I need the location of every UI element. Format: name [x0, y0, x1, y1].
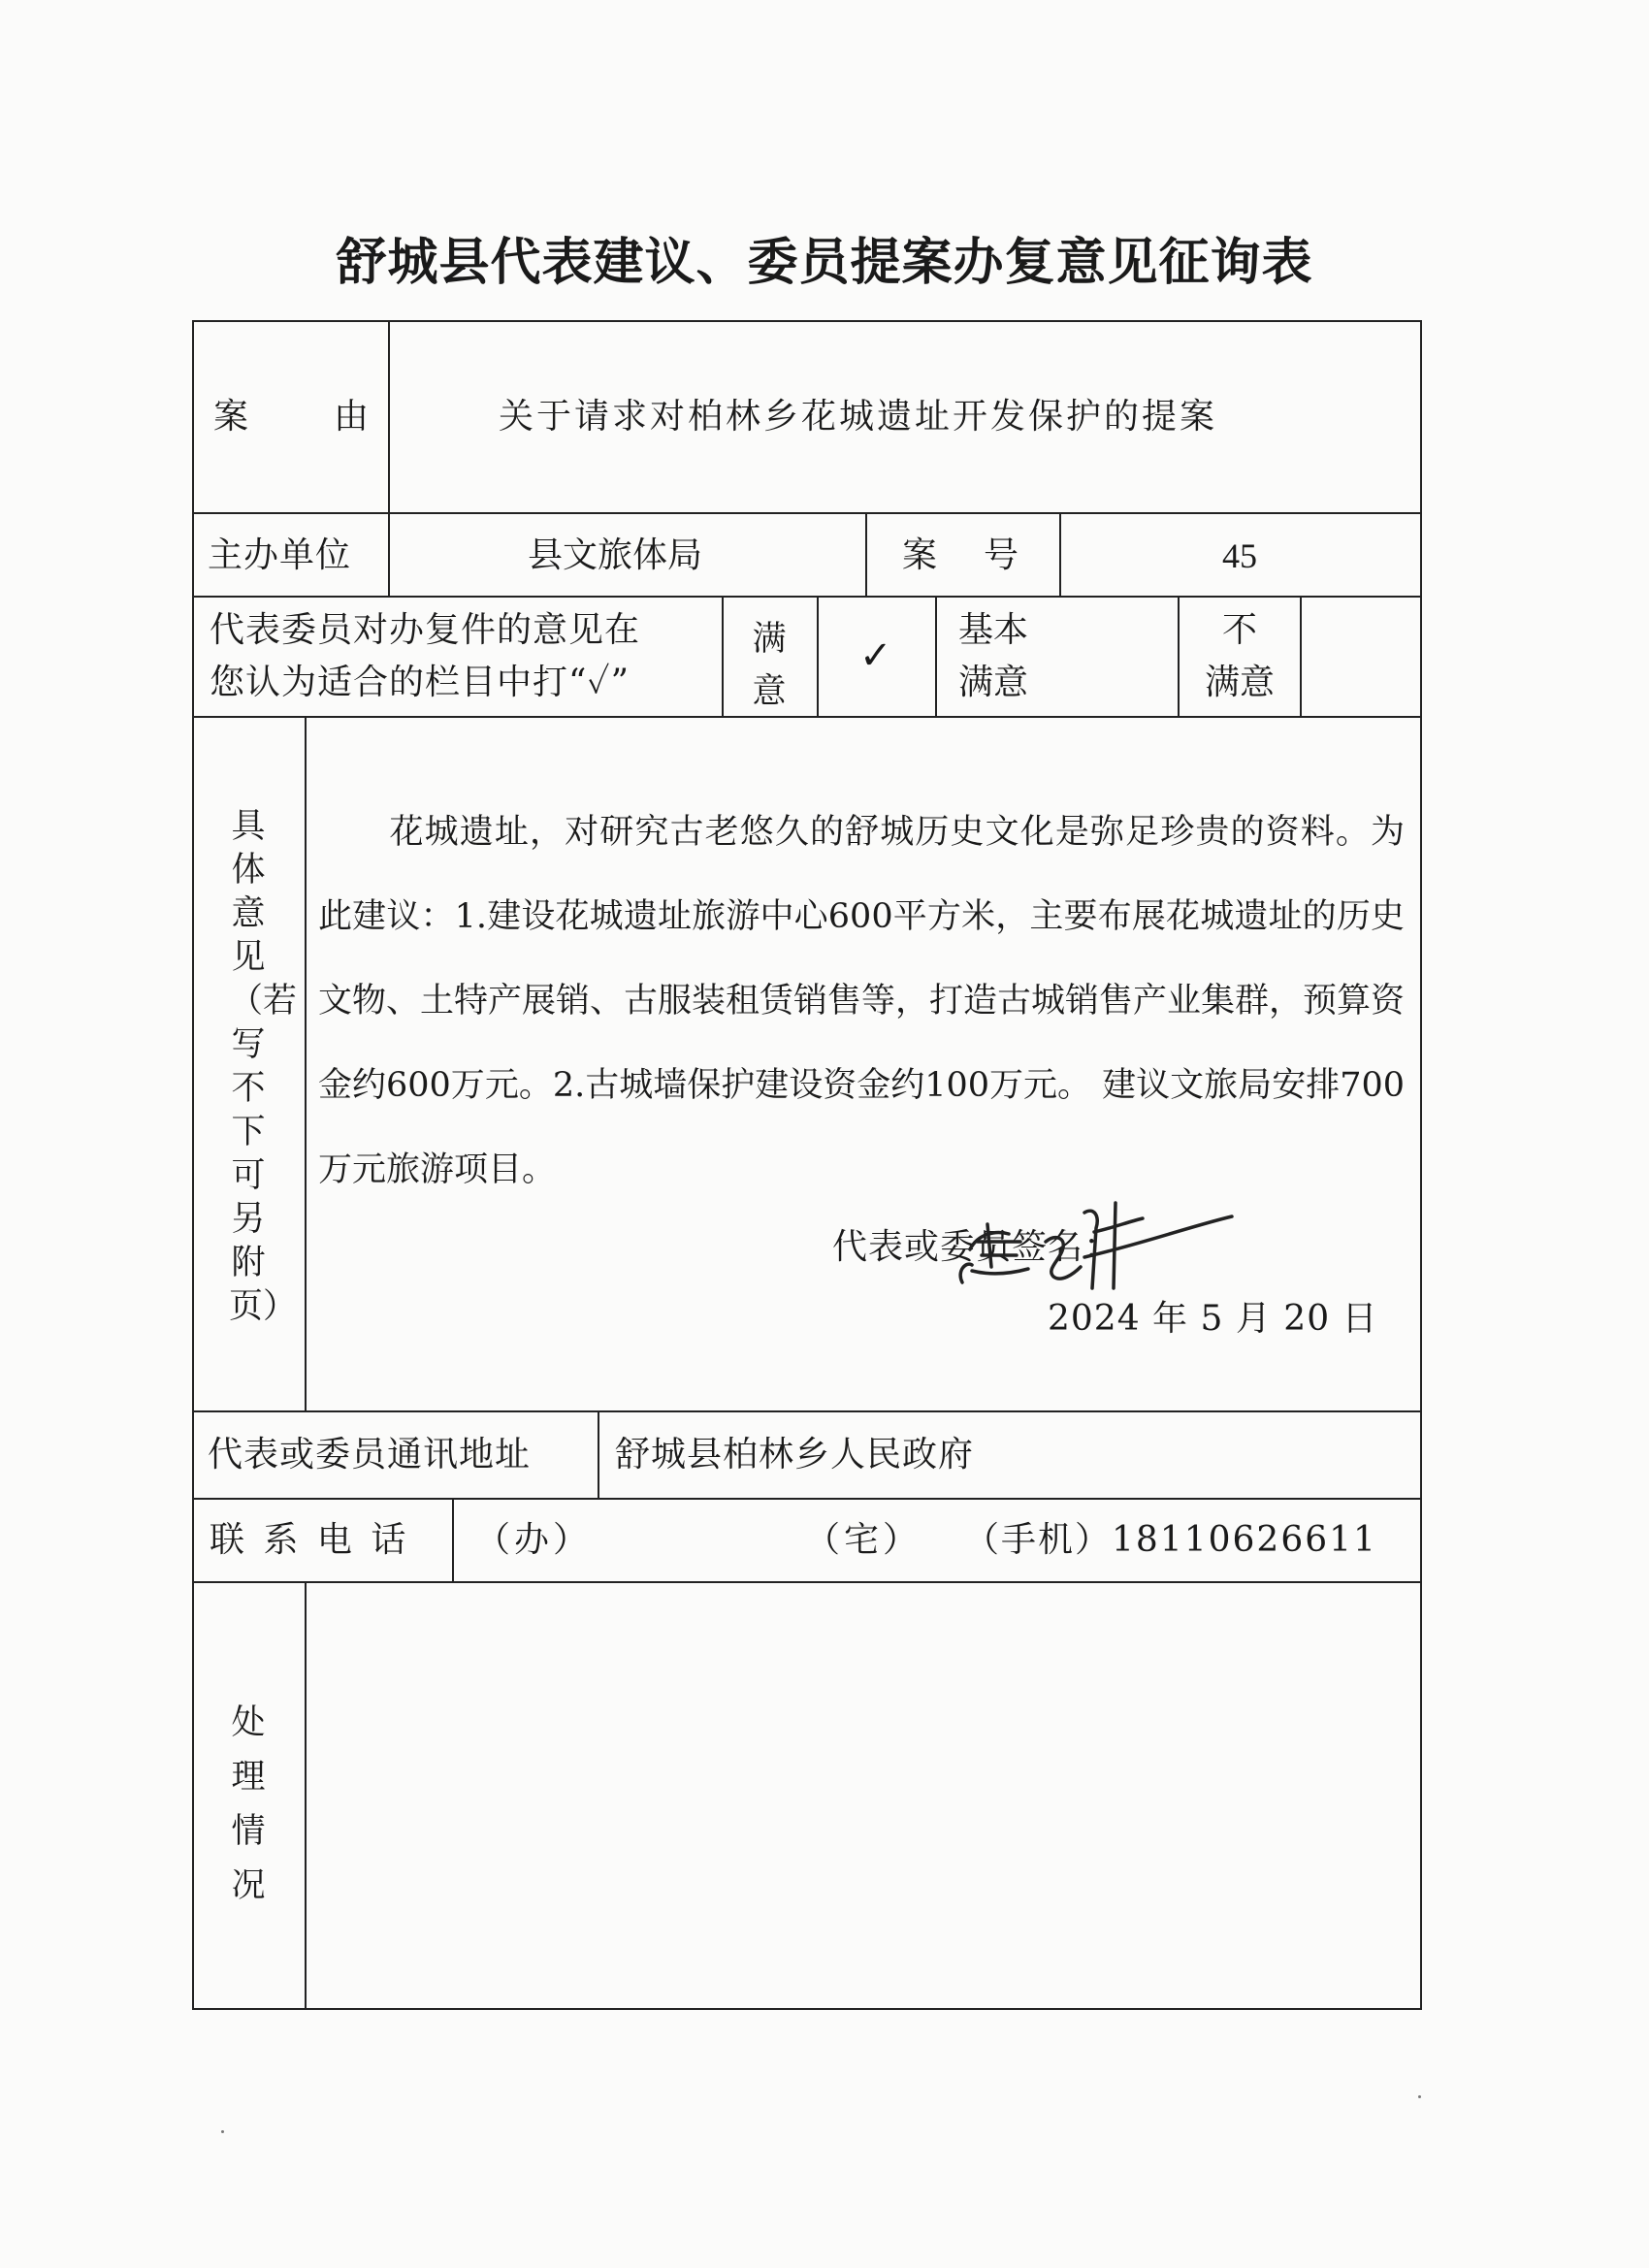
col-divider	[1059, 512, 1061, 596]
table-border-right	[1420, 320, 1422, 2010]
row-divider	[192, 596, 1422, 598]
col-divider	[1178, 596, 1180, 716]
col-divider	[452, 1498, 454, 1581]
row-divider	[192, 1410, 1422, 1412]
scan-speck	[221, 2130, 224, 2133]
col-divider	[598, 1410, 599, 1498]
consultation-form-table	[192, 320, 1422, 2010]
lead-unit-label: 主办单位	[208, 535, 352, 575]
phone-home: （宅）	[805, 1520, 922, 1560]
col-divider	[935, 596, 937, 716]
address-value: 舒城县柏林乡人民政府	[615, 1435, 975, 1474]
table-border-top	[192, 320, 1422, 322]
case-number-label: 案号	[902, 535, 1018, 575]
handwritten-signature	[949, 1174, 1240, 1319]
basic-satisfied-label-line1: 基本	[958, 610, 1029, 650]
row-divider	[192, 1498, 1422, 1500]
col-divider	[388, 320, 390, 596]
signature-label: 代表或委员签名：	[832, 1227, 1120, 1267]
phone-mobile: （手机）18110626611	[964, 1520, 1377, 1560]
col-divider	[865, 512, 867, 596]
handling-label: 处理情况	[231, 1703, 266, 1905]
specific-opinion-label: 具体意见（若写不下可另附页）	[229, 807, 298, 1326]
opinion-instruction-line2: 您认为适合的栏目中打“✓”	[210, 663, 630, 702]
col-divider	[305, 1581, 307, 2008]
address-label: 代表或委员通讯地址	[208, 1435, 532, 1474]
opinion-instruction-line1: 代表委员对办复件的意见在	[210, 610, 641, 650]
row-divider	[192, 512, 1422, 514]
not-satisfied-label-line2: 满意	[1205, 663, 1276, 702]
row-divider	[192, 1581, 1422, 1583]
col-divider	[305, 716, 307, 1410]
case-number-value: 45	[1222, 536, 1257, 575]
specific-opinion-body: 花城遗址，对研究古老悠久的舒城历史文化是弥足珍贵的资料。为此建议：1.建设花城遗址旅游中心600平方米，主要布展花城遗址的历史文物、土特产展销、古服装租赁销售等，打造古城销售产业集群，预算资金约600万元。2.古城墙保护建设资金约100万元。 建议文旅局安排700万元旅游项目。	[318, 813, 1406, 1189]
scan-speck	[1418, 2095, 1421, 2098]
signature-date: 2024 年 5 月 20 日	[1048, 1299, 1378, 1339]
phone-label: 联 系 电 话	[210, 1520, 410, 1560]
col-divider	[722, 596, 724, 716]
row-divider	[192, 716, 1422, 718]
basic-satisfied-label-line2: 满意	[958, 663, 1029, 702]
table-border-bottom	[192, 2008, 1422, 2010]
handling-content-area[interactable]	[318, 1595, 1405, 1996]
col-divider	[1300, 596, 1302, 716]
table-border-left	[192, 320, 194, 2010]
not-satisfied-label-line1: 不	[1222, 610, 1258, 650]
lead-unit-value: 县文旅体局	[528, 535, 703, 575]
col-divider	[817, 596, 819, 716]
satisfied-label: 满意	[752, 620, 787, 711]
page-title: 舒城县代表建议、委员提案办复意见征询表	[336, 233, 1313, 292]
phone-office: （办）	[475, 1520, 593, 1560]
case-reason-label: 案由	[213, 397, 369, 437]
satisfied-checkmark: ✓	[859, 633, 892, 678]
case-reason-value: 关于请求对柏林乡花城遗址开发保护的提案	[499, 397, 1218, 437]
